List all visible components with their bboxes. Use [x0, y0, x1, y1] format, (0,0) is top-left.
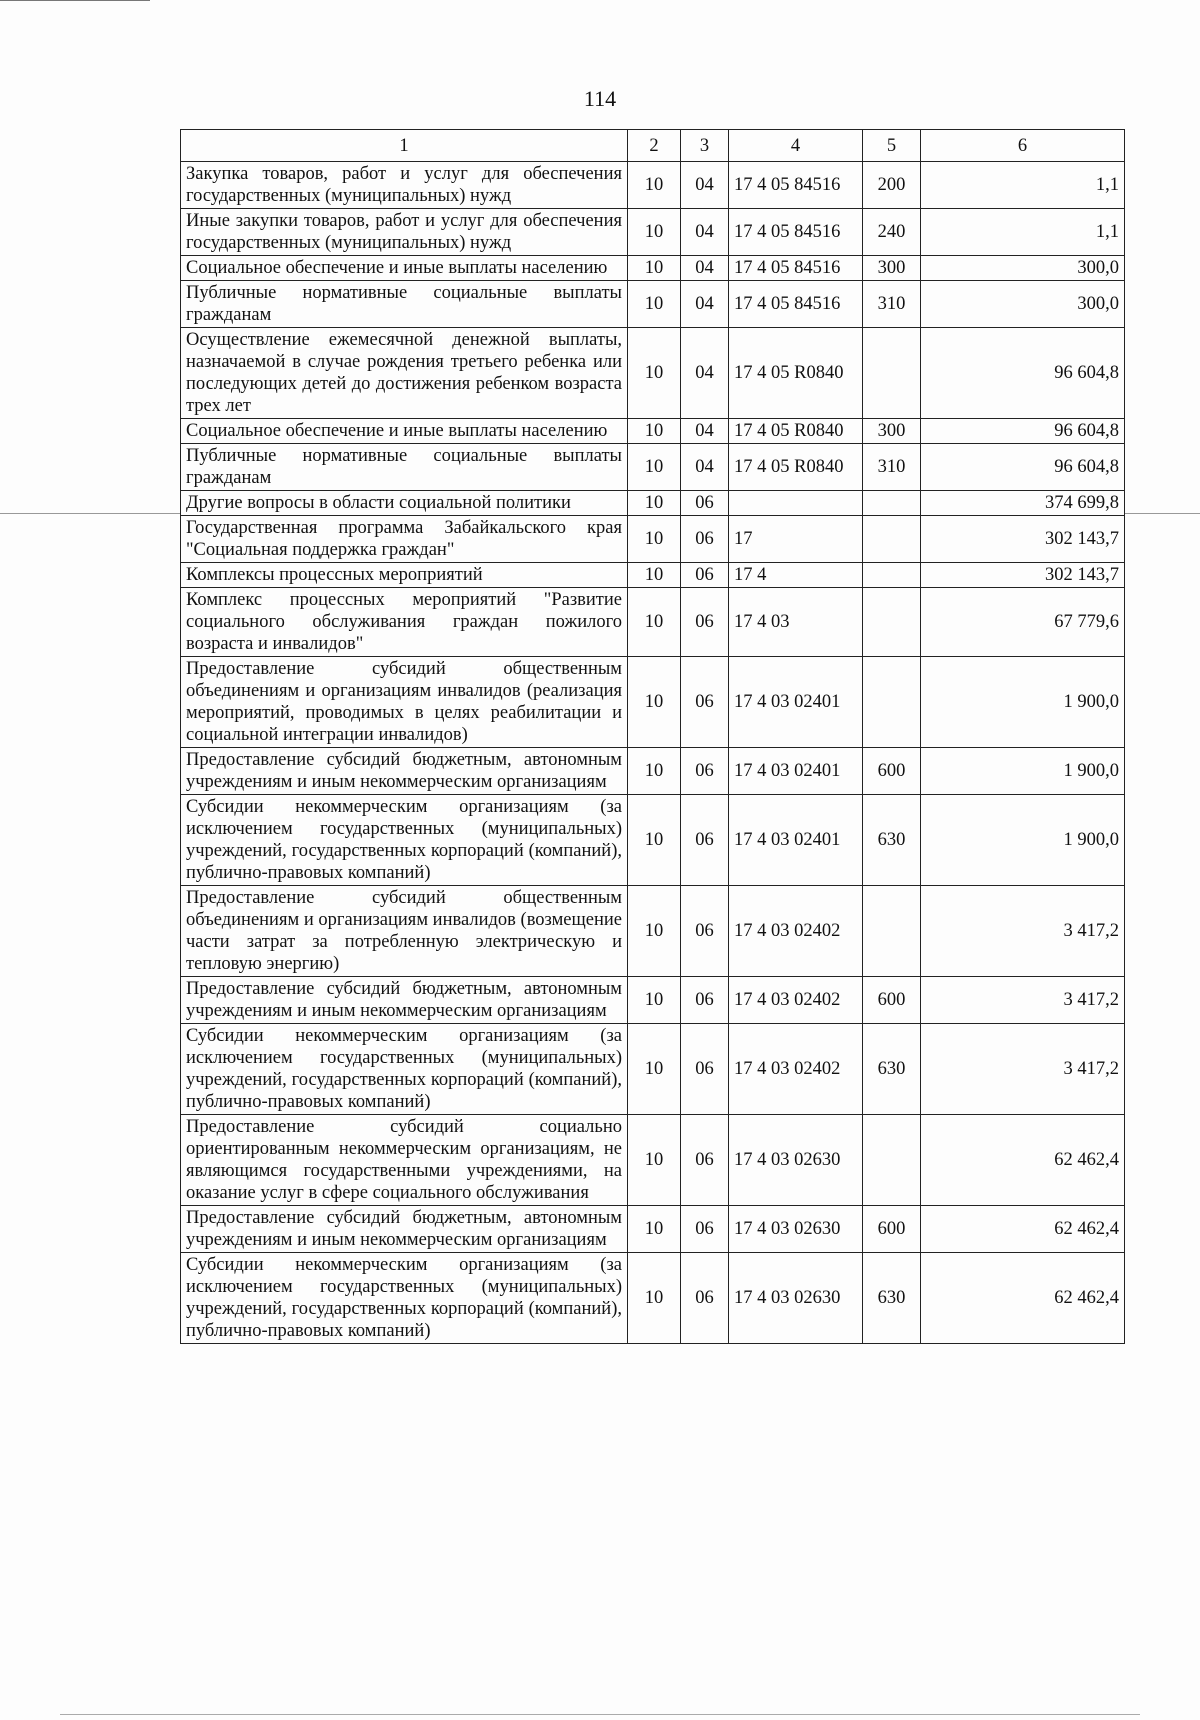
row-expense-type: 630	[863, 1253, 921, 1344]
row-target-article: 17 4 03 02401	[729, 795, 863, 886]
row-target-article: 17 4	[729, 563, 863, 588]
row-subsection: 06	[681, 977, 729, 1024]
table-row	[181, 748, 1125, 795]
row-expense-type: 600	[863, 977, 921, 1024]
table-row	[181, 977, 1125, 1024]
header-col-2: 2	[628, 130, 681, 162]
row-target-article: 17 4 05 R0840	[729, 419, 863, 444]
row-target-article: 17 4 05 R0840	[729, 444, 863, 491]
row-section: 10	[628, 328, 681, 419]
header-col-3: 3	[681, 130, 729, 162]
row-subsection: 06	[681, 1024, 729, 1115]
table-row	[181, 209, 1125, 256]
row-expense-type: 300	[863, 256, 921, 281]
header-col-4: 4	[729, 130, 863, 162]
row-expense-type: 600	[863, 1206, 921, 1253]
row-target-article: 17	[729, 516, 863, 563]
table-row	[181, 162, 1125, 209]
row-subsection: 06	[681, 657, 729, 748]
row-expense-type	[863, 328, 921, 419]
row-section: 10	[628, 162, 681, 209]
row-target-article: 17 4 05 84516	[729, 209, 863, 256]
row-name: Предоставление субсидий социально ориентированным некоммерческим организациям, не являющимся государственными учреждениями, на оказание услуг в сфере социального обслуживания	[181, 1115, 628, 1206]
row-target-article: 17 4 05 84516	[729, 256, 863, 281]
row-section: 10	[628, 209, 681, 256]
row-amount: 96 604,8	[921, 419, 1125, 444]
row-subsection: 04	[681, 444, 729, 491]
row-name: Субсидии некоммерческим организациям (за исключением государственных (муниципальных) учреждений, государственных корпораций (компаний), публично-правовых компаний)	[181, 795, 628, 886]
scan-artifact-line	[0, 0, 150, 1]
row-target-article: 17 4 05 84516	[729, 162, 863, 209]
row-amount: 1 900,0	[921, 657, 1125, 748]
row-subsection: 04	[681, 209, 729, 256]
row-expense-type: 240	[863, 209, 921, 256]
header-row	[181, 130, 1125, 162]
row-amount: 300,0	[921, 256, 1125, 281]
row-section: 10	[628, 563, 681, 588]
row-name: Осуществление ежемесячной денежной выплаты, назначаемой в случае рождения третьего ребенка или последующих детей до достижения ребенком возраста трех лет	[181, 328, 628, 419]
row-section: 10	[628, 1024, 681, 1115]
table-row	[181, 886, 1125, 977]
row-target-article: 17 4 03 02630	[729, 1206, 863, 1253]
row-target-article: 17 4 05 84516	[729, 281, 863, 328]
row-amount: 1 900,0	[921, 795, 1125, 886]
header-col-6: 6	[921, 130, 1125, 162]
table-row	[181, 491, 1125, 516]
row-subsection: 06	[681, 1115, 729, 1206]
row-target-article: 17 4 03 02402	[729, 977, 863, 1024]
row-subsection: 06	[681, 1253, 729, 1344]
row-expense-type	[863, 886, 921, 977]
row-expense-type	[863, 563, 921, 588]
row-amount: 62 462,4	[921, 1206, 1125, 1253]
row-expense-type: 300	[863, 419, 921, 444]
table-body	[181, 162, 1125, 1344]
table-row	[181, 444, 1125, 491]
row-target-article: 17 4 03 02630	[729, 1115, 863, 1206]
table-row	[181, 1024, 1125, 1115]
table-row	[181, 588, 1125, 657]
row-amount: 3 417,2	[921, 886, 1125, 977]
row-amount: 1,1	[921, 162, 1125, 209]
row-expense-type: 310	[863, 281, 921, 328]
row-subsection: 06	[681, 491, 729, 516]
row-target-article: 17 4 03 02402	[729, 1024, 863, 1115]
row-expense-type: 630	[863, 1024, 921, 1115]
row-section: 10	[628, 886, 681, 977]
row-target-article: 17 4 03	[729, 588, 863, 657]
table-row	[181, 516, 1125, 563]
row-subsection: 04	[681, 328, 729, 419]
scan-artifact-line	[1124, 513, 1200, 514]
row-subsection: 04	[681, 162, 729, 209]
row-target-article	[729, 491, 863, 516]
row-expense-type	[863, 657, 921, 748]
row-section: 10	[628, 516, 681, 563]
row-expense-type	[863, 516, 921, 563]
row-section: 10	[628, 256, 681, 281]
row-name: Публичные нормативные социальные выплаты гражданам	[181, 444, 628, 491]
row-section: 10	[628, 795, 681, 886]
table-row	[181, 563, 1125, 588]
table-row	[181, 657, 1125, 748]
table-row	[181, 1253, 1125, 1344]
row-amount: 96 604,8	[921, 444, 1125, 491]
table-header	[181, 130, 1125, 162]
row-subsection: 06	[681, 563, 729, 588]
row-subsection: 04	[681, 256, 729, 281]
row-subsection: 06	[681, 795, 729, 886]
row-subsection: 06	[681, 748, 729, 795]
row-name: Предоставление субсидий бюджетным, автономным учреждениям и иным некоммерческим организациям	[181, 1206, 628, 1253]
row-expense-type: 200	[863, 162, 921, 209]
row-section: 10	[628, 1253, 681, 1344]
row-name: Субсидии некоммерческим организациям (за исключением государственных (муниципальных) учреждений, государственных корпораций (компаний), публично-правовых компаний)	[181, 1024, 628, 1115]
row-amount: 3 417,2	[921, 1024, 1125, 1115]
row-name: Социальное обеспечение и иные выплаты населению	[181, 256, 628, 281]
row-name: Предоставление субсидий бюджетным, автономным учреждениям и иным некоммерческим организациям	[181, 977, 628, 1024]
row-section: 10	[628, 1115, 681, 1206]
row-amount: 3 417,2	[921, 977, 1125, 1024]
header-col-5: 5	[863, 130, 921, 162]
row-expense-type	[863, 1115, 921, 1206]
row-section: 10	[628, 588, 681, 657]
row-section: 10	[628, 491, 681, 516]
row-name: Другие вопросы в области социальной политики	[181, 491, 628, 516]
row-name: Публичные нормативные социальные выплаты гражданам	[181, 281, 628, 328]
row-expense-type	[863, 588, 921, 657]
row-amount: 300,0	[921, 281, 1125, 328]
scan-artifact-line	[60, 1714, 1140, 1715]
table-row	[181, 1115, 1125, 1206]
row-expense-type: 600	[863, 748, 921, 795]
row-amount: 1,1	[921, 209, 1125, 256]
row-name: Иные закупки товаров, работ и услуг для обеспечения государственных (муниципальных) нужд	[181, 209, 628, 256]
row-amount: 62 462,4	[921, 1115, 1125, 1206]
row-expense-type: 630	[863, 795, 921, 886]
row-section: 10	[628, 657, 681, 748]
row-name: Предоставление субсидий общественным объединениям и организациям инвалидов (возмещение части затрат за потребленную электрическую и тепловую энергию)	[181, 886, 628, 977]
row-subsection: 06	[681, 588, 729, 657]
row-subsection: 04	[681, 419, 729, 444]
row-amount: 374 699,8	[921, 491, 1125, 516]
row-amount: 62 462,4	[921, 1253, 1125, 1344]
table-row	[181, 419, 1125, 444]
row-amount: 302 143,7	[921, 516, 1125, 563]
row-amount: 302 143,7	[921, 563, 1125, 588]
row-amount: 96 604,8	[921, 328, 1125, 419]
row-name: Предоставление субсидий общественным объединениям и организациям инвалидов (реализация мероприятий, проводимых в целях реабилитации и социальной интеграции инвалидов)	[181, 657, 628, 748]
row-name: Закупка товаров, работ и услуг для обеспечения государственных (муниципальных) нужд	[181, 162, 628, 209]
header-col-1: 1	[181, 130, 628, 162]
row-target-article: 17 4 03 02630	[729, 1253, 863, 1344]
row-amount: 67 779,6	[921, 588, 1125, 657]
row-section: 10	[628, 1206, 681, 1253]
row-section: 10	[628, 444, 681, 491]
row-expense-type	[863, 491, 921, 516]
table-row	[181, 281, 1125, 328]
row-section: 10	[628, 748, 681, 795]
row-section: 10	[628, 281, 681, 328]
row-target-article: 17 4 03 02401	[729, 748, 863, 795]
page-number: 114	[583, 86, 617, 111]
scan-artifact-line	[0, 513, 180, 514]
row-section: 10	[628, 977, 681, 1024]
row-subsection: 04	[681, 281, 729, 328]
table-row	[181, 1206, 1125, 1253]
budget-table	[180, 129, 1125, 1344]
row-name: Комплексы процессных мероприятий	[181, 563, 628, 588]
row-subsection: 06	[681, 516, 729, 563]
row-target-article: 17 4 03 02401	[729, 657, 863, 748]
table-row	[181, 795, 1125, 886]
row-name: Субсидии некоммерческим организациям (за исключением государственных (муниципальных) учреждений, государственных корпораций (компаний), публично-правовых компаний)	[181, 1253, 628, 1344]
row-target-article: 17 4 03 02402	[729, 886, 863, 977]
row-name: Комплекс процессных мероприятий "Развитие социального обслуживания граждан пожилого возраста и инвалидов"	[181, 588, 628, 657]
row-name: Предоставление субсидий бюджетным, автономным учреждениям и иным некоммерческим организациям	[181, 748, 628, 795]
row-name: Государственная программа Забайкальского края "Социальная поддержка граждан"	[181, 516, 628, 563]
table-row	[181, 328, 1125, 419]
table-row	[181, 256, 1125, 281]
row-subsection: 06	[681, 886, 729, 977]
row-section: 10	[628, 419, 681, 444]
row-expense-type: 310	[863, 444, 921, 491]
row-subsection: 06	[681, 1206, 729, 1253]
row-amount: 1 900,0	[921, 748, 1125, 795]
row-name: Социальное обеспечение и иные выплаты населению	[181, 419, 628, 444]
row-target-article: 17 4 05 R0840	[729, 328, 863, 419]
